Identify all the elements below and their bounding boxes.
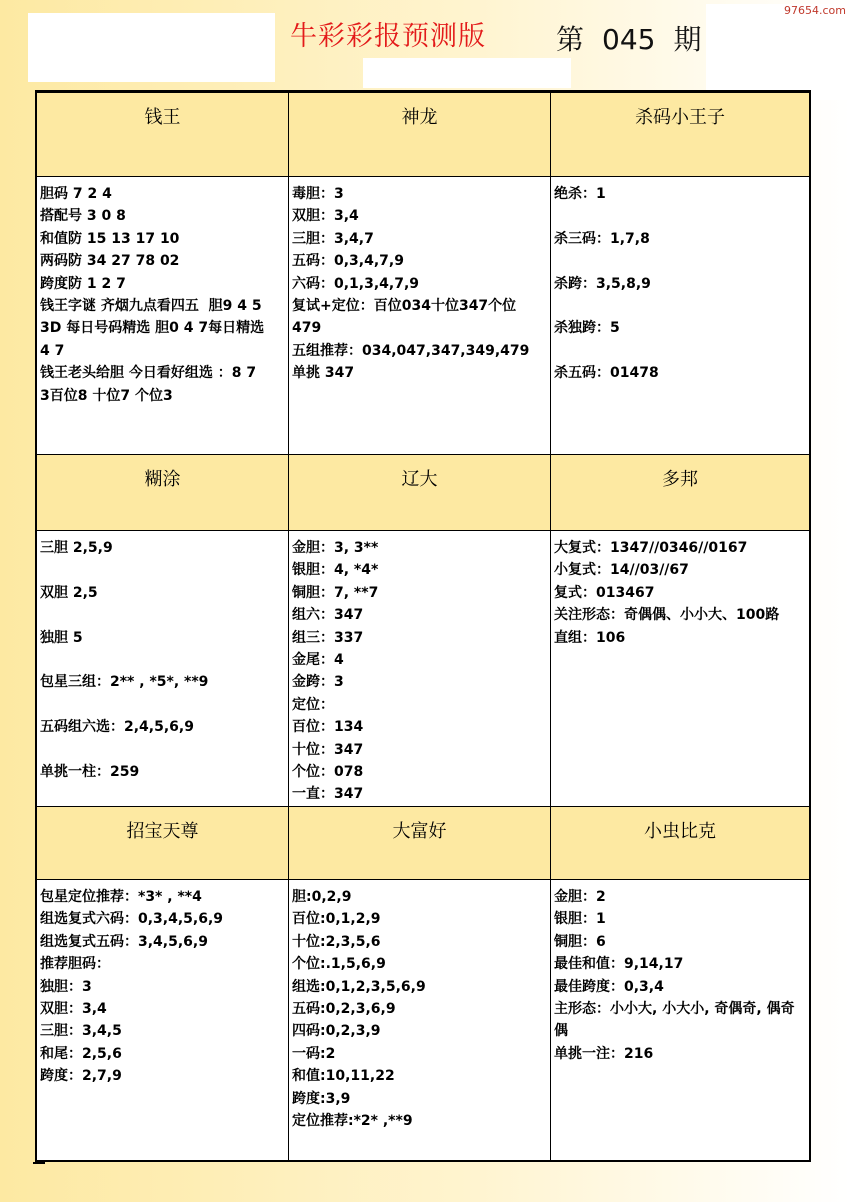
panel-line: 杀独跨：5 bbox=[554, 320, 620, 337]
panel-line bbox=[554, 205, 806, 227]
panel-line: 推荐胆码： bbox=[40, 956, 110, 973]
panel-line: 跨度防 1 2 7 bbox=[40, 275, 126, 292]
panel-line: 双胆：3,4 bbox=[40, 1001, 107, 1018]
panel-line: 搭配号 3 0 8 bbox=[40, 208, 126, 225]
panel-line: 独胆：3 bbox=[40, 978, 92, 995]
panel-line: 五组推荐：034,047,347,349,479 bbox=[292, 342, 530, 359]
panel-line: 组选:0,1,2,3,5,6,9 bbox=[292, 978, 426, 995]
panel-header-liaoda: 辽大 bbox=[289, 455, 551, 531]
blank-box-center bbox=[363, 58, 571, 88]
panel-header-shenlong: 神龙 bbox=[289, 93, 551, 177]
panel-line: 金胆：3, 3** bbox=[292, 540, 379, 556]
panel-line: 铜胆：6 bbox=[554, 933, 606, 950]
panel-line: 479 bbox=[292, 320, 322, 337]
panel-line: 组选复式六码：0,3,4,5,6,9 bbox=[40, 911, 224, 928]
panel-line: 定位推荐:*2* ,**9 bbox=[292, 1113, 413, 1130]
panel-header-qianwang: 钱王 bbox=[37, 93, 289, 177]
panel-line: 跨度:3,9 bbox=[292, 1090, 351, 1107]
panel-line: 杀跨：3,5,8,9 bbox=[554, 275, 651, 292]
panel-line: 金跨：3 bbox=[292, 674, 344, 691]
watermark: 97654.com bbox=[784, 4, 846, 17]
panel-line bbox=[40, 694, 285, 716]
panel-header-zhaobaotianzun: 招宝天尊 bbox=[37, 807, 289, 880]
panel-line: 单挑一柱：259 bbox=[40, 764, 140, 781]
panel-line: 单挑一注：216 bbox=[554, 1045, 654, 1062]
panel-line: 独胆 5 bbox=[40, 629, 83, 646]
panel-line: 包星三组：2** , *5*, **9 bbox=[40, 674, 209, 691]
panel-line: 3D 每日号码精选 胆0 4 7每日精选 bbox=[40, 320, 265, 337]
panel-line bbox=[40, 604, 285, 626]
panel-line: 和值:10,11,22 bbox=[292, 1068, 395, 1085]
panel-line bbox=[554, 250, 806, 272]
issue-number: 045 bbox=[602, 23, 656, 56]
panel-line: 钱王老头给胆 今日看好组选 ：8 7 bbox=[40, 365, 257, 382]
panel-line: 一直：347 bbox=[292, 786, 364, 803]
panel-line: 3百位8 十位7 个位3 bbox=[40, 387, 173, 404]
panel-line: 关注形态：奇偶偶、小小大、100路 bbox=[554, 607, 780, 624]
panel-line: 双胆 2,5 bbox=[40, 584, 98, 601]
panel-line: 大复式：1347//0346//0167 bbox=[554, 540, 748, 556]
panel-line: 单挑 347 bbox=[292, 365, 355, 382]
panel-header-hutu: 糊涂 bbox=[37, 455, 289, 531]
panel-body-liaoda bbox=[289, 531, 551, 807]
panel-line bbox=[554, 295, 806, 317]
panel-line: 跨度：2,7,9 bbox=[40, 1068, 122, 1085]
panel-line: 个位:.1,5,6,9 bbox=[292, 956, 386, 973]
panel-line: 和尾：2,5,6 bbox=[40, 1045, 122, 1062]
panel-line: 复试+定位：百位034十位347个位 bbox=[292, 298, 517, 315]
panel-line bbox=[554, 340, 806, 362]
panel-line: 偶 bbox=[554, 1023, 568, 1040]
panel-header-shamaxiaowangzi: 杀码小王子 bbox=[551, 93, 809, 177]
panel-line: 最佳和值：9,14,17 bbox=[554, 956, 684, 973]
panel-line: 双胆：3,4 bbox=[292, 208, 359, 225]
prediction-grid bbox=[35, 90, 811, 1162]
panel-header-duobang: 多邦 bbox=[551, 455, 809, 531]
page-title: 牛彩彩报预测版 bbox=[290, 21, 486, 52]
panel-body-shamaxiaowangzi bbox=[551, 177, 809, 455]
panel-line: 绝杀：1 bbox=[554, 186, 606, 202]
panel-body-dafuhao bbox=[289, 880, 551, 1160]
panel-line bbox=[40, 739, 285, 761]
panel-line: 组三：337 bbox=[292, 629, 364, 646]
panel-line: 铜胆：7, **7 bbox=[292, 584, 379, 601]
panel-body-zhaobaotianzun bbox=[37, 880, 289, 1160]
panel-line: 组六：347 bbox=[292, 607, 364, 624]
panel-line: 三胆：3,4,7 bbox=[292, 230, 374, 247]
panel-line: 三胆：3,4,5 bbox=[40, 1023, 122, 1040]
panel-body-shenlong bbox=[289, 177, 551, 455]
panel-line: 百位:0,1,2,9 bbox=[292, 911, 381, 928]
panel-line: 金胆：2 bbox=[554, 889, 606, 905]
panel-line: 五码组六选：2,4,5,6,9 bbox=[40, 719, 194, 736]
panel-line bbox=[40, 649, 285, 671]
panel-line: 一码:2 bbox=[292, 1045, 336, 1062]
panel-line: 胆:0,2,9 bbox=[292, 889, 352, 905]
panel-line: 和值防 15 13 17 10 bbox=[40, 230, 180, 247]
panel-line: 六码：0,1,3,4,7,9 bbox=[292, 275, 420, 292]
panel-line: 五码：0,3,4,7,9 bbox=[292, 253, 404, 270]
panel-line bbox=[40, 559, 285, 581]
panel-body-xiaochongbike bbox=[551, 880, 809, 1160]
panel-line: 杀三码：1,7,8 bbox=[554, 230, 650, 247]
issue-prefix: 第 bbox=[556, 23, 585, 56]
panel-line: 最佳跨度：0,3,4 bbox=[554, 978, 664, 995]
corner-tick bbox=[33, 1162, 45, 1164]
panel-line: 三胆 2,5,9 bbox=[40, 540, 113, 556]
panel-line: 钱王字谜 齐烟九点看四五 胆9 4 5 bbox=[40, 298, 262, 315]
panel-header-dafuhao: 大富好 bbox=[289, 807, 551, 880]
panel-line: 五码:0,2,3,6,9 bbox=[292, 1001, 396, 1018]
issue-label bbox=[556, 18, 719, 58]
panel-line: 杀五码：01478 bbox=[554, 365, 659, 382]
panel-line: 主形态：小小大, 小大小, 奇偶奇, 偶奇 bbox=[554, 1001, 795, 1018]
panel-line: 定位： bbox=[292, 696, 334, 713]
panel-line: 组选复式五码：3,4,5,6,9 bbox=[40, 933, 208, 950]
panel-header-xiaochongbike: 小虫比克 bbox=[551, 807, 809, 880]
panel-line: 百位：134 bbox=[292, 719, 364, 736]
panel-line: 个位：078 bbox=[292, 764, 364, 781]
panel-line: 毒胆：3 bbox=[292, 186, 344, 202]
panel-line: 十位:2,3,5,6 bbox=[292, 933, 381, 950]
panel-line: 四码:0,2,3,9 bbox=[292, 1023, 381, 1040]
panel-line: 复式：013467 bbox=[554, 584, 655, 601]
panel-line: 包星定位推荐：*3* , **4 bbox=[40, 889, 202, 905]
blank-box-left bbox=[28, 13, 275, 82]
panel-line: 金尾：4 bbox=[292, 652, 344, 669]
panel-body-duobang bbox=[551, 531, 809, 807]
panel-line: 4 7 bbox=[40, 342, 65, 359]
panel-line: 两码防 34 27 78 02 bbox=[40, 253, 180, 270]
panel-body-hutu bbox=[37, 531, 289, 807]
panel-line: 直组：106 bbox=[554, 629, 626, 646]
panel-line: 胆码 7 2 4 bbox=[40, 186, 112, 202]
panel-line: 银胆：4, *4* bbox=[292, 562, 379, 579]
panel-line: 银胆：1 bbox=[554, 911, 606, 928]
panel-body-qianwang bbox=[37, 177, 289, 455]
blank-box-right bbox=[706, 4, 850, 100]
issue-suffix: 期 bbox=[673, 23, 702, 56]
panel-line: 小复式：14//03//67 bbox=[554, 562, 689, 579]
panel-line: 十位：347 bbox=[292, 741, 364, 758]
